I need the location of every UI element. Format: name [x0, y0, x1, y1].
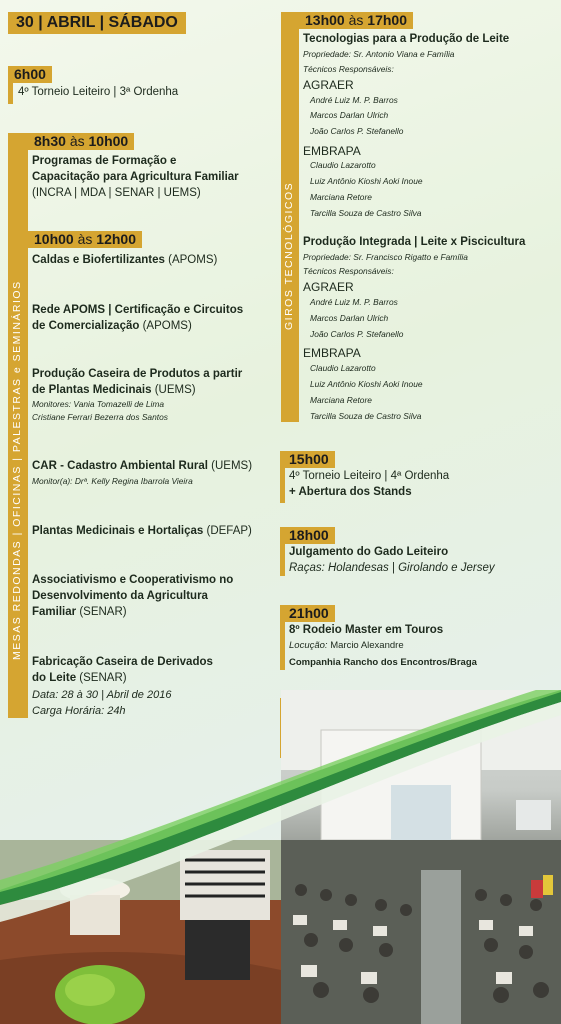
event-assoc-1: Associativismo e Cooperativismo no	[32, 574, 234, 586]
event-fab-2	[32, 671, 127, 685]
time-6h00: 6h00	[8, 66, 52, 83]
event-programas-2: Capacitação para Agricultura Familiar	[32, 171, 239, 183]
event-prod-1: Produção Caseira de Produtos a partir	[32, 368, 243, 380]
photo-area	[0, 690, 561, 1024]
event-stands: + Abertura dos Stands	[289, 486, 412, 498]
event-fab-title2: do Leite	[32, 672, 77, 684]
time-18h00: 18h00	[283, 527, 335, 544]
time-8h30-start: 8h30	[34, 133, 66, 149]
event-locucao	[289, 640, 404, 651]
bar-15h00	[280, 451, 285, 503]
event-rede-org: (APOMS)	[142, 320, 192, 332]
event-caldas-org: (APOMS)	[168, 254, 218, 266]
giro-int-agraer-2: João Carlos P. Stefanello	[310, 329, 404, 339]
event-caldas-title: Caldas e Biofertilizantes	[32, 254, 165, 266]
giro-tec-agraer: AGRAER	[303, 78, 354, 92]
event-car	[32, 459, 252, 473]
event-locucao-label: Locução:	[289, 640, 328, 651]
event-programas-3: (INCRA | MDA | SENAR | UEMS)	[32, 187, 201, 199]
time-13h00	[299, 12, 413, 29]
event-rodeio: 8º Rodeio Master em Touros	[289, 624, 444, 636]
event-caldas	[32, 253, 217, 267]
event-assoc-title3: Familiar	[32, 606, 77, 618]
event-plantas-org: (DEFAP)	[206, 525, 252, 537]
event-assoc-3	[32, 605, 127, 619]
event-rede-1: Rede APOMS | Certificação e Circuitos	[32, 304, 244, 316]
event-plantas-title: Plantas Medicinais e Hortaliças	[32, 525, 204, 537]
time-13h00-end: 17h00	[367, 12, 407, 28]
event-car-title: CAR - Cadastro Ambiental Rural	[32, 460, 208, 472]
giro-tec-title: Tecnologias para a Produção de Leite	[303, 33, 510, 45]
bar-18h00	[280, 527, 285, 576]
event-programas-1: Programas de Formação e	[32, 155, 177, 167]
time-13h00-start: 13h00	[305, 12, 345, 28]
giro-tec-prop: Propriedade: Sr. Antonio Viana e Família	[303, 49, 455, 59]
time-15h00: 15h00	[283, 451, 335, 468]
giro-tec-embrapa-1: Luiz Antônio Kioshi Aoki Inoue	[310, 176, 423, 186]
time-10h00-end: 12h00	[96, 231, 136, 247]
time-13h00-sep: às	[348, 12, 364, 28]
giro-tec-embrapa: EMBRAPA	[303, 144, 361, 158]
time-8h30	[28, 133, 134, 150]
event-prod-org: (UEMS)	[154, 384, 196, 396]
event-assoc-org: (SENAR)	[79, 606, 127, 618]
giro-tec-agraer-2: João Carlos P. Stefanello	[310, 126, 404, 136]
event-rede-2	[32, 319, 192, 333]
event-prod-2	[32, 383, 196, 397]
event-julgamento: Julgamento do Gado Leiteiro	[289, 546, 449, 558]
time-8h30-sep: às	[69, 133, 85, 149]
event-racas: Raças: Holandesas | Girolando e Jersey	[289, 562, 495, 574]
giro-int-embrapa: EMBRAPA	[303, 346, 361, 360]
green-wave-divider	[0, 690, 561, 1024]
giro-int-prop: Propriedade: Sr. Francisco Rigatto e Família	[303, 252, 468, 262]
time-10h00-start: 10h00	[34, 231, 74, 247]
date-header: 30 | ABRIL | SÁBADO	[8, 12, 186, 34]
time-10h00	[28, 231, 142, 248]
giro-int-agraer-0: André Luiz M. P. Barros	[310, 297, 398, 307]
giro-int-embrapa-2: Marciana Retore	[310, 395, 372, 405]
event-torneio-4: 4º Torneio Leiteiro | 4ª Ordenha	[289, 470, 450, 482]
event-assoc-2: Desenvolvimento da Agricultura	[32, 590, 208, 602]
giro-tec-embrapa-3: Tarcilla Souza de Castro Silva	[310, 208, 422, 218]
side-label-mesas: MESAS REDONDAS | OFICINAS | PALESTRAS e SEMINÁRIOS	[11, 280, 23, 660]
giro-tec-embrapa-0: Claudio Lazarotto	[310, 160, 376, 170]
giro-int-agraer-1: Marcos Darlan Ulrich	[310, 313, 389, 323]
giro-int-agraer: AGRAER	[303, 280, 354, 294]
event-car-monitor: Monitor(a): Drª. Kelly Regina Ibarrola Vieira	[32, 476, 193, 486]
event-rede-title2: de Comercialização	[32, 320, 140, 332]
event-companhia: Companhia Rancho dos Encontros/Braga	[289, 657, 477, 668]
giro-tec-agraer-0: André Luiz M. P. Barros	[310, 95, 398, 105]
giro-int-title: Produção Integrada | Leite x Piscicultura	[303, 236, 526, 248]
time-8h30-end: 10h00	[88, 133, 129, 149]
bar-6h00	[8, 83, 13, 104]
event-prod-monitor-1: Monitores: Vania Tomazelli de Lima	[32, 399, 165, 409]
time-10h00-sep: às	[77, 231, 93, 247]
giro-int-embrapa-1: Luiz Antônio Kioshi Aoki Inoue	[310, 379, 423, 389]
event-locucao-name: Marcio Alexandre	[330, 640, 404, 651]
event-fab-date: Data: 28 à 30 | Abril de 2016	[32, 689, 172, 701]
event-fab-1: Fabricação Caseira de Derivados	[32, 656, 213, 668]
bar-21h00	[280, 605, 285, 670]
event-torneio-3: 4º Torneio Leiteiro | 3ª Ordenha	[18, 86, 179, 98]
event-fab-org: (SENAR)	[79, 672, 127, 684]
giro-tec-resp: Técnicos Responsáveis:	[303, 64, 394, 74]
giro-int-resp: Técnicos Responsáveis:	[303, 266, 394, 276]
giro-int-embrapa-3: Tarcilla Souza de Castro Silva	[310, 411, 422, 421]
giro-tec-agraer-1: Marcos Darlan Ulrich	[310, 110, 389, 120]
event-prod-title2: de Plantas Medicinais	[32, 384, 152, 396]
side-label-giros: GIROS TECNOLÓGICOS	[283, 181, 295, 330]
event-fab-hours: Carga Horária: 24h	[32, 705, 126, 717]
event-plantas	[32, 524, 252, 538]
giro-tec-embrapa-2: Marciana Retore	[310, 192, 372, 202]
event-car-org: (UEMS)	[211, 460, 253, 472]
time-21h00: 21h00	[283, 605, 335, 622]
giro-int-embrapa-0: Claudio Lazarotto	[310, 363, 376, 373]
event-prod-monitor-2: Cristiane Ferrari Bezerra dos Santos	[32, 412, 168, 422]
